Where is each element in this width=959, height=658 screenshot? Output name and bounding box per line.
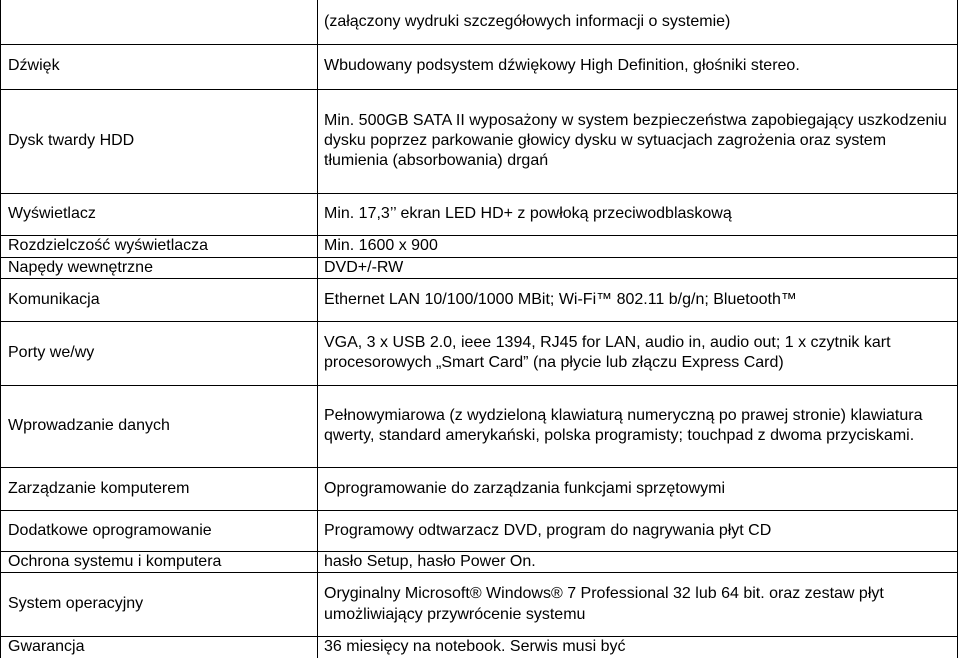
table-row [1,551,958,572]
row-label: Wprowadzanie danych [1,385,318,467]
row-label: Gwarancja [1,637,318,658]
table-row [1,510,958,551]
row-label: Komunikacja [1,278,318,321]
table-row [1,235,958,257]
row-value: Wbudowany podsystem dźwiękowy High Definition, głośniki stereo. [318,44,958,89]
row-label: Rozdzielczość wyświetlacza [1,235,318,257]
table-row [1,0,958,44]
table-row [1,44,958,89]
row-value: Min. 17,3’’ ekran LED HD+ z powłoką przeciwodblaskową [318,193,958,235]
row-value: Programowy odtwarzacz DVD, program do nagrywania płyt CD [318,510,958,551]
row-label: Napędy wewnętrzne [1,257,318,278]
table-row [1,278,958,321]
table-row [1,637,958,658]
table-row [1,89,958,193]
row-value: Pełnowymiarowa (z wydzieloną klawiaturą numeryczną po prawej stronie) klawiatura qwerty, standard amerykański, polska programisty; touchpad z dwoma przyciskami. [318,385,958,467]
table-row [1,573,958,637]
row-value: DVD+/-RW [318,257,958,278]
row-value: VGA, 3 x USB 2.0, ieee 1394, RJ45 for LAN, audio in, audio out; 1 x czytnik kart procesorowych „Smart Card” (na płycie lub złączu Express Card) [318,321,958,385]
row-label: Wyświetlacz [1,193,318,235]
row-value: Oprogramowanie do zarządzania funkcjami sprzętowymi [318,467,958,510]
row-value: (załączony wydruki szczegółowych informacji o systemie) [318,0,958,44]
table-row [1,321,958,385]
table-row [1,467,958,510]
row-label: Ochrona systemu i komputera [1,551,318,572]
row-label: System operacyjny [1,573,318,637]
row-value: hasło Setup, hasło Power On. [318,551,958,572]
row-label: Dźwięk [1,44,318,89]
row-label: Dysk twardy HDD [1,89,318,193]
table-row [1,385,958,467]
row-label: Porty we/wy [1,321,318,385]
row-value: Min. 500GB SATA II wyposażony w system bezpieczeństwa zapobiegający uszkodzeniu dysku poprzez parkowanie głowicy dysku w sytuacjach zagrożenia oraz system tłumienia (absorbowania) drgań [318,89,958,193]
table-row [1,257,958,278]
row-label: Zarządzanie komputerem [1,467,318,510]
row-label [1,0,318,44]
row-value: 36 miesięcy na notebook. Serwis musi być [318,637,958,658]
row-value: Oryginalny Microsoft® Windows® 7 Professional 32 lub 64 bit. oraz zestaw płyt umożliwiający przywrócenie systemu [318,573,958,637]
row-value: Min. 1600 x 900 [318,235,958,257]
table-row [1,193,958,235]
row-label: Dodatkowe oprogramowanie [1,510,318,551]
row-value: Ethernet LAN 10/100/1000 MBit; Wi-Fi™ 802.11 b/g/n; Bluetooth™ [318,278,958,321]
